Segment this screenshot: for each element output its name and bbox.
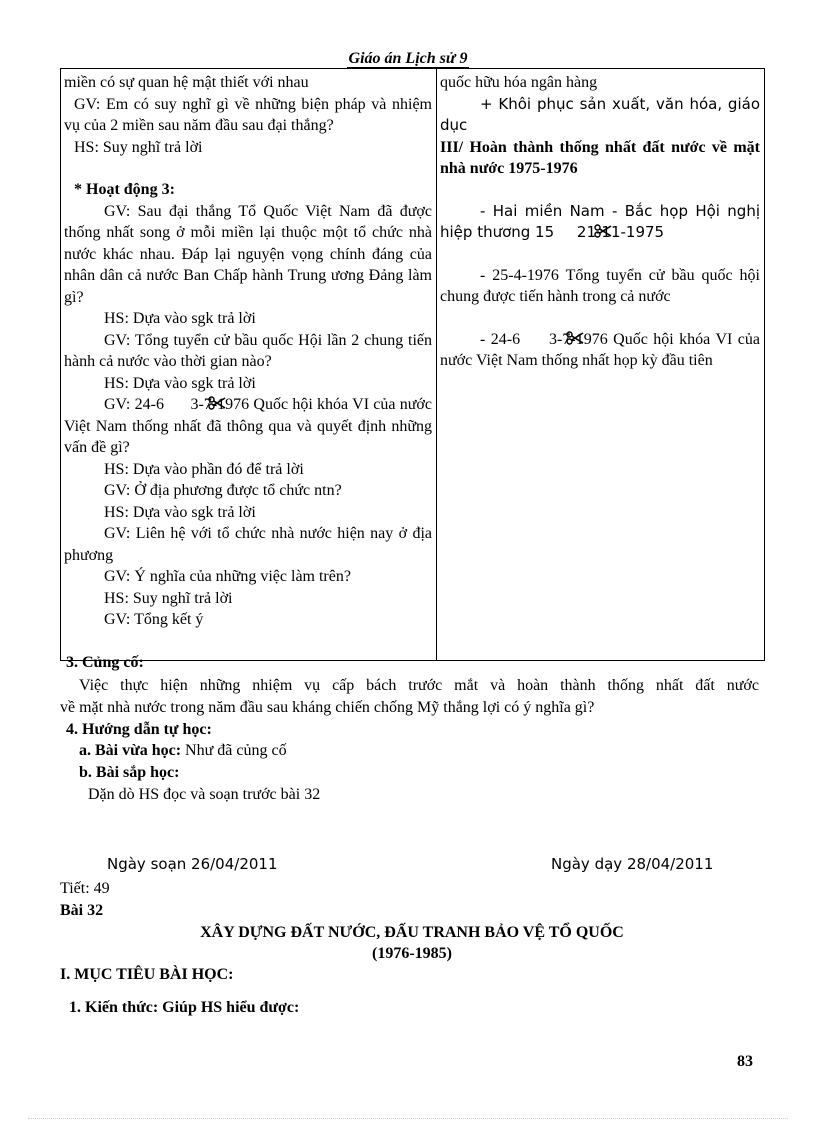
muc-tieu-heading: I. MỤC TIÊU BÀI HỌC: [60,966,234,983]
paragraph: HS: Dựa vào phần đó để trả lời [104,460,304,478]
bai-vua-hoc [79,740,287,762]
huongdan-title: 4. Hướng dẫn tự học: [66,721,212,738]
paragraph: GV: Tổng tuyển cử bầu quốc Hội lần 2 chung tiến hành cả nước vào thời gian nào? [64,331,432,370]
paragraph: GV: Tổng kết ý [104,611,204,628]
paragraph-text: 3-7-1976 Quốc hội khóa VI của nước Việt Nam thống nhất họp kỳ đầu tiên [440,330,760,369]
paragraph: GV: Em có suy nghĩ gì về những biện pháp và nhiệm vụ của 2 miền sau năm đầu sau đại thắng? [64,95,432,134]
lesson-title: XÂY DỰNG ĐẤT NƯỚC, ĐẤU TRANH BẢO VỆ TỔ QUỐC [200,924,624,941]
spacer [440,244,760,265]
paragraph: HS: Suy nghĩ trả lời [74,138,203,156]
bai-vua-hoc-text: Như đã củng cố [181,742,287,759]
scissors-icon [168,395,186,409]
bai-sap-hoc-label: b. Bài sắp học: [79,764,180,781]
tiet: Tiết: 49 [60,880,110,897]
spacer [440,180,760,201]
paragraph: GV: Liên hệ với tổ chức nhà nước hiện nay ở địa phương [64,525,432,564]
paragraph-text: 21-11-1975 [572,223,665,241]
cungco-text-line2: về mặt nhà nước trong năm đầu sau kháng chiến chống Mỹ thắng lợi có ý nghĩa gì? [60,699,595,716]
paragraph-text: - 24-6 [480,330,526,348]
paragraph: quốc hữu hóa ngân hàng [440,74,598,91]
paragraph [440,329,760,372]
paragraph [440,201,760,244]
paragraph: HS: Dựa vào sgk trả lời [104,374,256,392]
paragraph: miền có sự quan hệ mật thiết với nhau [64,74,309,91]
paragraph: GV: Ý nghĩa của những việc làm trên? [104,568,351,585]
paragraph-text: 3-7-1976 Quốc hội khóa VI của nước Việt Nam thống nhất đã thông qua và quyết định những vấn đề gì? [64,396,432,456]
paragraph: + Khôi phục sản xuất, văn hóa, giáo dục [440,94,760,134]
ngay-day: Ngày dạy 28/04/2011 [551,855,714,873]
spacer [440,308,760,329]
bai-vua-hoc-label: a. Bài vừa học: [79,742,182,759]
paragraph [64,394,432,459]
paragraph: HS: Dựa vào sgk trả lời [104,503,256,521]
header-title: Giáo án Lịch sử 9 [348,50,468,67]
bai-sap-hoc-text: Dặn dò HS đọc và soạn trước bài 32 [88,786,321,803]
table-row [61,69,765,661]
paragraph: III/ Hoàn thành thống nhất đất nước về mặt nhà nước 1975-1976 [440,138,760,177]
paragraph: GV: Ở địa phương được tổ chức ntn? [104,482,342,499]
page-bottom-divider [28,1118,788,1119]
paragraph: * Hoạt động 3: [74,181,175,198]
teacher-student-activities-cell [61,69,437,661]
page-number: 83 [737,1053,753,1070]
lesson-period: (1976-1985) [372,945,452,962]
paragraph-text: GV: 24-6 [104,396,169,413]
page-header [0,50,816,68]
paragraph: GV: Sau đại thắng Tổ Quốc Việt Nam đã được thống nhất song ở mỗi miền lại thuộc một tổ chức nhà nước khác nhau. Đáp lại nguyện vọng chính đáng của nhân dân cả nước Ban Chấp hành Trung ương Đảng làm gì? [64,202,432,306]
paragraph: HS: Suy nghĩ trả lời [104,589,233,607]
ngay-soan: Ngày soạn 26/04/2011 [107,855,278,873]
scissors-icon [526,330,544,344]
paragraph: HS: Dựa vào sgk trả lời [104,310,256,327]
cungco-title: 3. Củng cố: [66,654,144,671]
bai-so: Bài 32 [60,902,104,919]
spacer [64,158,432,179]
kien-thuc-heading: 1. Kiến thức: Giúp HS hiểu được: [69,999,300,1016]
scissors-icon [554,223,572,237]
lesson-content-cell [437,69,765,661]
cungco-text-line1: Việc thực hiện những nhiệm vụ cấp bách trước mắt và hoàn thành thống nhất đất nước [79,677,759,694]
paragraph: - 25-4-1976 Tổng tuyển cử bầu quốc hội chung được tiến hành trong cả nước [440,266,760,305]
lesson-table [60,68,765,661]
paragraph-text: - Hai miền Nam - Bắc họp Hội nghị hiệp thương 15 [440,201,760,241]
